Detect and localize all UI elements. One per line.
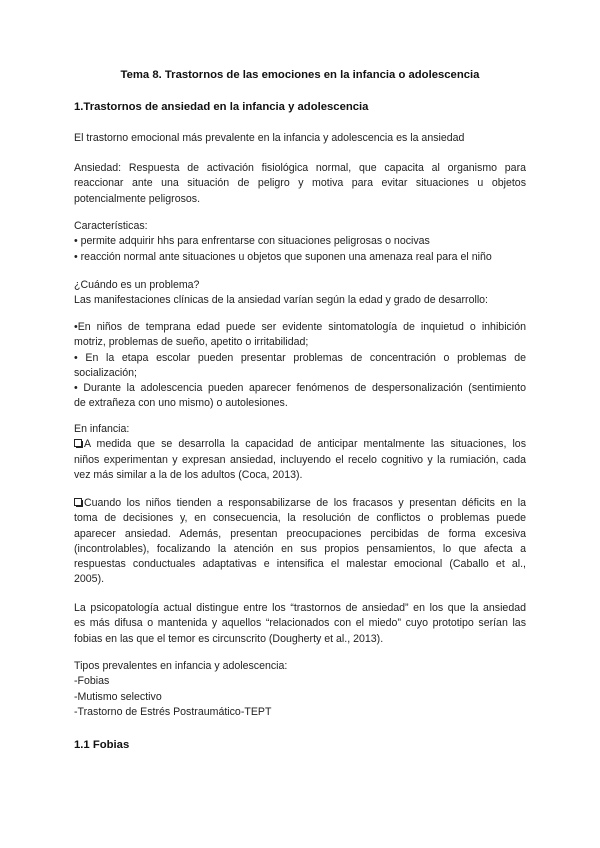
childhood-point-2-block <box>74 496 526 588</box>
childhood-point-line: aparecer ansiedad. Además, presentan preocupaciones percibidas de forma excesiva <box>74 527 526 540</box>
characteristics-label: Características: <box>74 220 148 232</box>
childhood-point-text: Cuando los niños tienden a responsabilizarse de los fracasos y presentan déficits en la <box>84 497 526 509</box>
definition-line: potencialmente peligrosos. <box>74 192 201 205</box>
definition-line: reaccionar ante una situación de peligro y motiva para evitar situaciones u objetos <box>74 177 526 190</box>
childhood-point-line: vez más similar a la de los adultos (Coca, 2013). <box>74 468 303 481</box>
section-heading: 1.Trastornos de ansiedad en la infancia y adolescencia <box>74 101 369 113</box>
childhood-point-line: (incontrolables), focalizando la atención en sus propios pensamientos, lo que afecta a <box>74 542 526 555</box>
age-point-line: • Durante la adolescencia pueden aparecer fenómenos de despersonalización (sentimiento <box>74 382 526 395</box>
problem-text: Las manifestaciones clínicas de la ansiedad varían según la edad y grado de desarrollo: <box>74 294 489 307</box>
childhood-point-line <box>74 437 526 452</box>
problem-block <box>74 278 526 309</box>
childhood-point-line <box>74 496 526 511</box>
age-point-line: • En la etapa escolar pueden presentar problemas de concentración o problemas de <box>74 351 526 364</box>
definition-paragraph <box>74 161 526 207</box>
checkbox-bullet-icon <box>74 498 82 506</box>
psychopathology-line: La psicopatología actual distingue entre los “trastornos de ansiedad” en los que la ansiedad <box>74 602 526 614</box>
age-point-line: •En niños de temprana edad puede ser evidente sintomatología de inquietud o inhibición <box>74 321 526 333</box>
childhood-label: En infancia: <box>74 423 130 435</box>
childhood-point-text: A medida que se desarrolla la capacidad de anticipar mentalmente las situaciones, los <box>84 438 526 451</box>
types-block <box>74 659 526 720</box>
characteristics-block <box>74 219 526 265</box>
childhood-block <box>74 422 526 483</box>
psychopathology-line: es más difusa o mantenida y aquellos “relacionados con el miedo” cuyo prototipo serían las <box>74 617 526 630</box>
checkbox-bullet-icon <box>74 439 82 447</box>
childhood-point-line: niños experimentan y expresan ansiedad, incluyendo el recelo cognitivo y la rumiación, cada <box>74 453 526 466</box>
types-label: Tipos prevalentes en infancia y adolescencia: <box>74 660 288 672</box>
age-point-line: socialización; <box>74 366 138 379</box>
type-item: -Mutismo selectivo <box>74 690 162 703</box>
characteristic-item: • reacción normal ante situaciones u objetos que suponen una amenaza real para el niño <box>74 250 492 263</box>
childhood-point-line: respuestas conductuales adaptativas e intensifica el malestar emocional (Caballo et al., <box>74 558 526 571</box>
characteristic-item: • permite adquirir hhs para enfrentarse con situaciones peligrosas o nocivas <box>74 235 430 248</box>
problem-question: ¿Cuándo es un problema? <box>74 279 200 291</box>
intro-paragraph <box>74 131 526 146</box>
type-item: -Trastorno de Estrés Postraumático-TEPT <box>74 705 272 718</box>
psychopathology-line: fobias en las que el temor es circunscrito (Dougherty et al., 2013). <box>74 632 384 645</box>
type-item: -Fobias <box>74 675 110 688</box>
childhood-point-line: 2005). <box>74 573 105 586</box>
age-point-line: de extrañeza con uno mismo) o autolesiones. <box>74 397 288 410</box>
subsection-heading: 1.1 Fobias <box>74 739 130 751</box>
age-point-line: motriz, problemas de sueño, apetito o irritabilidad; <box>74 336 309 349</box>
document-title: Tema 8. Trastornos de las emociones en la infancia o adolescencia <box>120 69 480 81</box>
psychopathology-paragraph <box>74 601 526 647</box>
age-points-block <box>74 320 526 412</box>
definition-line: Ansiedad: Respuesta de activación fisiológica normal, que capacita al organismo para <box>74 162 526 174</box>
childhood-point-line: toma de decisiones y, en consecuencia, la resolución de conflictos o problemas puede <box>74 512 526 525</box>
intro-line: El trastorno emocional más prevalente en la infancia y adolescencia es la ansiedad <box>74 132 465 144</box>
